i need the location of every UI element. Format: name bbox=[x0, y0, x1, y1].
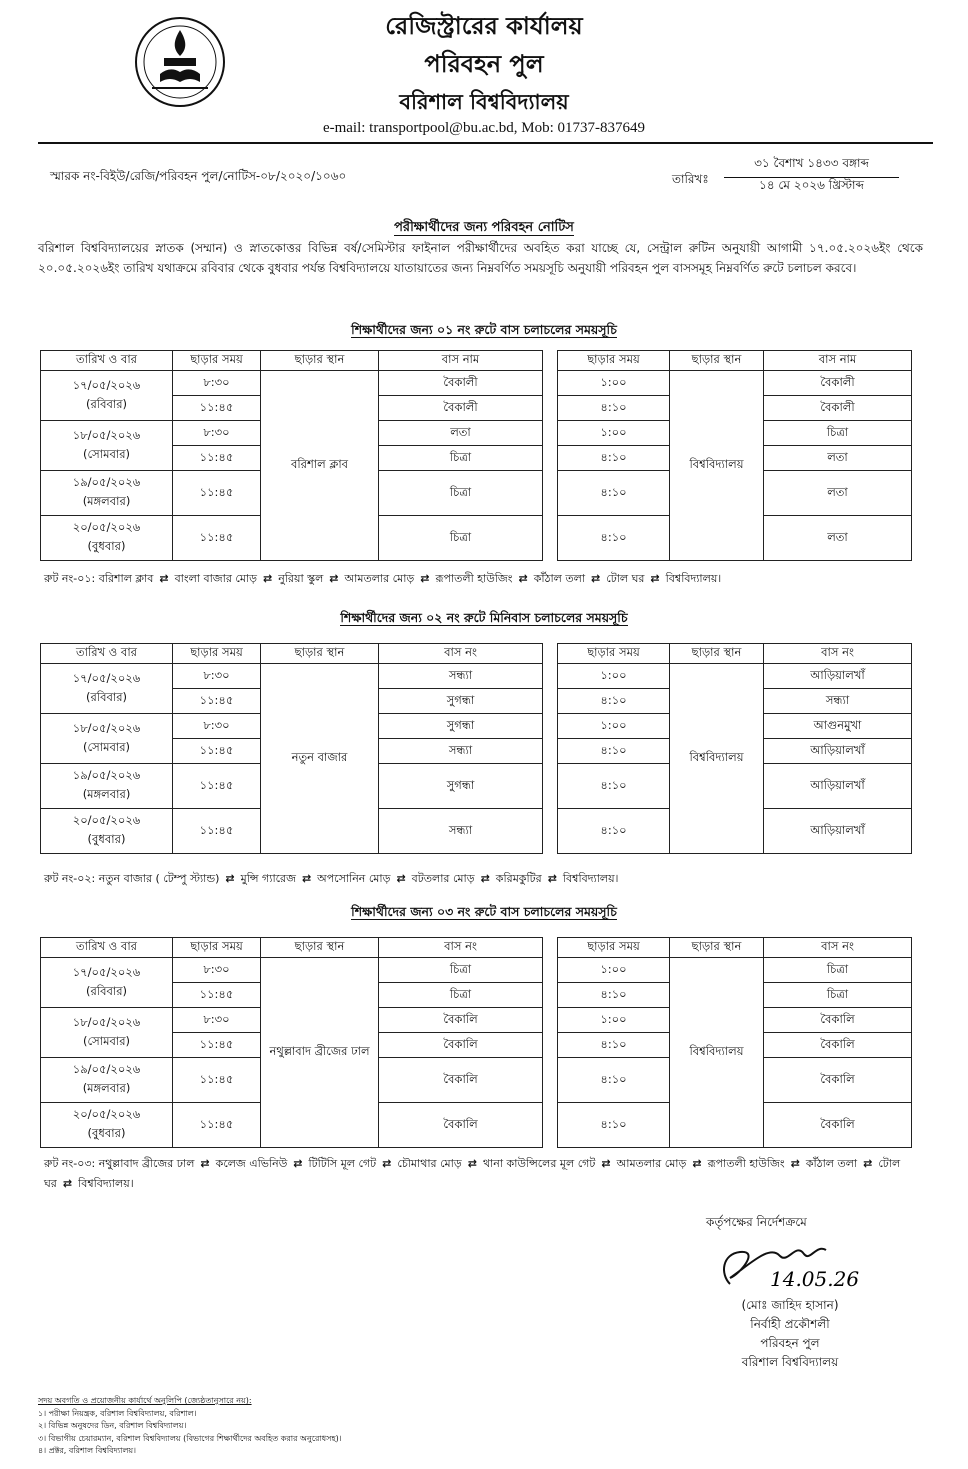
return-time: ১:০০ bbox=[558, 421, 670, 446]
return-place: বিশ্ববিদ্যালয় bbox=[670, 371, 764, 561]
column-header: ছাড়ার সময় bbox=[558, 938, 670, 958]
route-stop: রূপাতলী হাউজিং bbox=[435, 572, 513, 585]
memo-number: স্মারক নং-বিইউ/রেজি/পরিবহন পুল/নোটিস-০৮/২০২০/১০৬০ bbox=[50, 169, 347, 183]
signatory bbox=[690, 1296, 890, 1372]
schedule-row bbox=[41, 958, 912, 983]
return-time: ৪:১০ bbox=[558, 396, 670, 421]
column-header: ছাড়ার স্থান bbox=[670, 351, 764, 371]
date-value: ২০/০৫/২০২৬ bbox=[72, 1107, 141, 1121]
route-stop: কাঁঠাল তলা bbox=[533, 572, 586, 585]
return-bus-name: আড়িয়ালখাঁ bbox=[764, 664, 912, 689]
return-bus-name: আড়িয়ালখাঁ bbox=[764, 739, 912, 764]
return-place: বিশ্ববিদ্যালয় bbox=[670, 664, 764, 854]
two-way-arrow-icon: ⇄ bbox=[591, 572, 601, 585]
date-cell bbox=[41, 471, 173, 516]
column-gap bbox=[543, 446, 558, 471]
route-1 bbox=[44, 570, 721, 589]
departure-time: ৮:৩০ bbox=[173, 421, 261, 446]
date-value: ১৭/০৫/২০২৬ bbox=[72, 964, 141, 979]
schedule-row bbox=[41, 371, 912, 396]
column-header: ছাড়ার সময় bbox=[173, 644, 261, 664]
departure-time: ১১:৪৫ bbox=[173, 739, 261, 764]
departure-time: ১১:৪৫ bbox=[173, 1033, 261, 1058]
two-way-arrow-icon: ⇄ bbox=[601, 1157, 611, 1170]
column-header: বাস নং bbox=[764, 938, 912, 958]
column-header: ছাড়ার স্থান bbox=[670, 644, 764, 664]
two-way-arrow-icon: ⇄ bbox=[301, 872, 312, 885]
day-name: (সোমবার) bbox=[82, 446, 131, 461]
signatory-university: বরিশাল বিশ্ববিদ্যালয় bbox=[741, 1355, 839, 1369]
return-bus-name: লতা bbox=[764, 446, 912, 471]
route-stop: কলেজ এভিনিউ bbox=[215, 1157, 288, 1170]
date-cell bbox=[41, 764, 173, 809]
column-header: ছাড়ার সময় bbox=[558, 644, 670, 664]
date-value: ২০/০৫/২০২৬ bbox=[72, 520, 141, 534]
return-time: ৪:১০ bbox=[558, 1058, 670, 1103]
return-time: ৪:১০ bbox=[558, 471, 670, 516]
return-time: ৪:১০ bbox=[558, 689, 670, 714]
return-bus-name: চিত্রা bbox=[764, 958, 912, 983]
bus-name: বৈকালী bbox=[379, 371, 543, 396]
column-gap bbox=[543, 471, 558, 516]
schedule-row bbox=[41, 421, 912, 446]
office-title: রেজিস্ট্রারের কার্যালয় bbox=[385, 12, 583, 40]
departure-place: বরিশাল ক্লাব bbox=[261, 371, 379, 561]
return-time: ৪:১০ bbox=[558, 983, 670, 1008]
signatory-name: (মোঃ জাহিদ হাসান) bbox=[741, 1298, 839, 1312]
bus-name: চিত্রা bbox=[379, 958, 543, 983]
date-value: ১৭/০৫/২০২৬ bbox=[72, 377, 141, 392]
bus-name: চিত্রা bbox=[379, 471, 543, 516]
column-gap bbox=[543, 421, 558, 446]
route-stop: অপসোনিন মোড় bbox=[317, 872, 391, 885]
copy-item: ১। পরীক্ষা নিয়ন্ত্রক, বরিশাল বিশ্ববিদ্যালয়, বরিশাল। bbox=[38, 1408, 197, 1418]
return-bus-name: আগুনমুখা bbox=[764, 714, 912, 739]
departure-place: নতুন বাজার bbox=[261, 664, 379, 854]
two-way-arrow-icon: ⇄ bbox=[200, 1157, 210, 1170]
column-header: ছাড়ার সময় bbox=[173, 938, 261, 958]
section-1-title: শিক্ষার্থীদের জন্য ০১ নং রুটে বাস চলাচলের সময়সূচি bbox=[351, 322, 617, 337]
return-time: ৪:১০ bbox=[558, 764, 670, 809]
date-english: ১৪ মে ২০২৬ খ্রিস্টাব্দ bbox=[759, 178, 864, 192]
signature-block bbox=[700, 1234, 920, 1296]
two-way-arrow-icon: ⇄ bbox=[293, 1157, 303, 1170]
route-stop: টোল ঘর bbox=[44, 1157, 901, 1190]
route-label: রুট নং-০৩: bbox=[44, 1157, 99, 1170]
return-bus-name: বৈকালি bbox=[764, 1008, 912, 1033]
departure-time: ৮:৩০ bbox=[173, 664, 261, 689]
return-bus-name: বৈকালি bbox=[764, 1103, 912, 1148]
column-gap bbox=[543, 764, 558, 809]
return-time: ১:০০ bbox=[558, 371, 670, 396]
column-gap bbox=[543, 1033, 558, 1058]
date-label: তারিখঃ bbox=[672, 172, 709, 186]
copy-heading: সদয় অবগতি ও প্রয়োজনীয় কার্যার্থে অনুলিপি (জ্যেষ্ঠতানুসারে নয়): bbox=[38, 1396, 252, 1405]
day-name: (বুধবার) bbox=[87, 1126, 126, 1140]
return-bus-name: চিত্রা bbox=[764, 421, 912, 446]
date-cell bbox=[41, 958, 173, 1008]
column-gap bbox=[543, 1008, 558, 1033]
date-cell bbox=[41, 1103, 173, 1148]
route-stop: নতুন বাজার ( টেম্পু স্ট্যান্ড) bbox=[98, 872, 220, 885]
schedule-row bbox=[41, 471, 912, 516]
authority-line: কর্তৃপক্ষের নির্দেশক্রমে bbox=[706, 1215, 807, 1229]
column-header: তারিখ ও বার bbox=[41, 644, 173, 664]
column-gap bbox=[543, 1103, 558, 1148]
day-name: (বুধবার) bbox=[87, 832, 126, 846]
two-way-arrow-icon: ⇄ bbox=[547, 872, 557, 885]
return-bus-name: সন্ধ্যা bbox=[764, 689, 912, 714]
route-stop: বিশ্ববিদ্যালয়। bbox=[562, 872, 619, 885]
route-stop: বটতলার মোড় bbox=[411, 872, 475, 885]
contact-line: e-mail: transportpool@bu.ac.bd, Mob: 01737-837649 bbox=[322, 120, 646, 136]
bus-name: চিত্রা bbox=[379, 983, 543, 1008]
section-2-title: শিক্ষার্থীদের জন্য ০২ নং রুটে মিনিবাস চলাচলের সময়সূচি bbox=[340, 610, 628, 625]
column-header: ছাড়ার সময় bbox=[173, 351, 261, 371]
departure-time: ১১:৪৫ bbox=[173, 983, 261, 1008]
bus-name: সুগন্ধা bbox=[379, 714, 543, 739]
departure-time: ১১:৪৫ bbox=[173, 809, 261, 854]
schedule-table bbox=[40, 937, 912, 1148]
column-gap bbox=[543, 351, 558, 371]
two-way-arrow-icon: ⇄ bbox=[263, 572, 273, 585]
bus-name: বৈকালি bbox=[379, 1058, 543, 1103]
schedule-row bbox=[41, 1008, 912, 1033]
column-gap bbox=[543, 983, 558, 1008]
date-cell bbox=[41, 1008, 173, 1058]
departure-time: ১১:৪৫ bbox=[173, 516, 261, 561]
schedule-table bbox=[40, 643, 912, 854]
date-bangla: ৩১ বৈশাখ ১৪৩৩ বঙ্গাব্দ bbox=[724, 155, 899, 178]
route-stop: আমতলার মোড় bbox=[344, 572, 415, 585]
date-value: ১৯/০৫/২০২৬ bbox=[72, 768, 141, 782]
bus-name: সন্ধ্যা bbox=[379, 664, 543, 689]
date-cell bbox=[41, 1058, 173, 1103]
column-gap bbox=[543, 958, 558, 983]
route-stop: করিমকুটির bbox=[495, 872, 542, 885]
university-title: বরিশাল বিশ্ববিদ্যালয় bbox=[399, 90, 569, 114]
two-way-arrow-icon: ⇄ bbox=[467, 1157, 477, 1170]
return-bus-name: বৈকালী bbox=[764, 371, 912, 396]
column-header: তারিখ ও বার bbox=[41, 351, 173, 371]
bus-name: চিত্রা bbox=[379, 446, 543, 471]
day-name: (সোমবার) bbox=[82, 1033, 131, 1048]
day-name: (বুধবার) bbox=[87, 539, 126, 553]
day-name: (মঙ্গলবার) bbox=[82, 494, 131, 508]
column-gap bbox=[543, 809, 558, 854]
date-cell bbox=[41, 516, 173, 561]
bus-name: বৈকালি bbox=[379, 1008, 543, 1033]
return-time: ১:০০ bbox=[558, 664, 670, 689]
departure-time: ৮:৩০ bbox=[173, 1008, 261, 1033]
route-stop: বিশ্ববিদ্যালয়। bbox=[78, 1177, 134, 1190]
route-label: রুট নং-০১: bbox=[44, 572, 99, 585]
return-bus-name: লতা bbox=[764, 516, 912, 561]
return-time: ৪:১০ bbox=[558, 516, 670, 561]
return-time: ৪:১০ bbox=[558, 739, 670, 764]
return-time: ১:০০ bbox=[558, 958, 670, 983]
column-header: ছাড়ার স্থান bbox=[261, 351, 379, 371]
departure-time: ৮:৩০ bbox=[173, 958, 261, 983]
route-stop: কাঁঠাল তলা bbox=[805, 1157, 858, 1170]
column-gap bbox=[543, 516, 558, 561]
departure-time: ১১:৪৫ bbox=[173, 1058, 261, 1103]
return-time: ১:০০ bbox=[558, 714, 670, 739]
day-name: (রবিবার) bbox=[85, 689, 128, 704]
return-bus-name: বৈকালি bbox=[764, 1058, 912, 1103]
copy-item: ৪। প্রক্টর, বরিশাল বিশ্ববিদ্যালয়। bbox=[38, 1446, 137, 1455]
date-cell bbox=[41, 664, 173, 714]
route-2 bbox=[44, 870, 619, 889]
day-name: (রবিবার) bbox=[85, 396, 128, 411]
schedule-row bbox=[41, 516, 912, 561]
date-value: ১৮/০৫/২০২৬ bbox=[72, 427, 141, 442]
two-way-arrow-icon: ⇄ bbox=[329, 572, 339, 585]
bus-name: বৈকালী bbox=[379, 396, 543, 421]
date-cell bbox=[41, 809, 173, 854]
column-gap bbox=[543, 739, 558, 764]
return-bus-name: লতা bbox=[764, 471, 912, 516]
column-header: ছাড়ার স্থান bbox=[261, 644, 379, 664]
two-way-arrow-icon: ⇄ bbox=[396, 872, 406, 885]
column-header: বাস নং bbox=[379, 644, 543, 664]
date-cell bbox=[41, 371, 173, 421]
departure-time: ১১:৪৫ bbox=[173, 1103, 261, 1148]
route-3 bbox=[44, 1154, 924, 1194]
departure-time: ১১:৪৫ bbox=[173, 764, 261, 809]
two-way-arrow-icon: ⇄ bbox=[863, 1157, 873, 1170]
date-cell bbox=[41, 421, 173, 471]
column-gap bbox=[543, 644, 558, 664]
date-cell bbox=[41, 714, 173, 764]
return-time: ৪:১০ bbox=[558, 809, 670, 854]
departure-time: ১১:৪৫ bbox=[173, 446, 261, 471]
bus-name: চিত্রা bbox=[379, 516, 543, 561]
bus-name: সন্ধ্যা bbox=[379, 739, 543, 764]
column-header: বাস নং bbox=[379, 938, 543, 958]
date-value: ২০/০৫/২০২৬ bbox=[72, 813, 141, 827]
signatory-office: পরিবহন পুল bbox=[760, 1336, 820, 1350]
bus-name: বৈকালি bbox=[379, 1103, 543, 1148]
two-way-arrow-icon: ⇄ bbox=[420, 572, 430, 585]
departure-time: ১১:৪৫ bbox=[173, 396, 261, 421]
departure-time: ৮:৩০ bbox=[173, 714, 261, 739]
schedule-row bbox=[41, 809, 912, 854]
column-header: বাস নাম bbox=[764, 351, 912, 371]
route-stop: চৌমাথার মোড় bbox=[397, 1157, 462, 1170]
route-stop: আমতলার মোড় bbox=[616, 1157, 687, 1170]
route-stop: নথুল্লাবাদ ব্রীজের ঢাল bbox=[98, 1157, 195, 1170]
day-name: (সোমবার) bbox=[82, 739, 131, 754]
date-value: ১৭/০৫/২০২৬ bbox=[72, 670, 141, 685]
handwritten-signature bbox=[700, 1234, 920, 1296]
column-header: ছাড়ার সময় bbox=[558, 351, 670, 371]
date-value: ১৮/০৫/২০২৬ bbox=[72, 720, 141, 735]
return-time: ৪:১০ bbox=[558, 1033, 670, 1058]
schedule-row bbox=[41, 1058, 912, 1103]
notice-body: বরিশাল বিশ্ববিদ্যালয়ের স্নাতক (সম্মান) ও স্নাতকোত্তর বিভিন্ন বর্ষ/সেমিস্টার ফাইনাল পরীক্ষার্থীদের অবহিত করা যাচ্ছে যে, সেন্ট্রাল রুটিন অনুযায়ী আগামী ১৭.০৫.২০২৬ইং থেকে ২০.০৫.২০২৬ইং তারিখ যথাক্রমে রবিবার থেকে বুধবার পর্যন্ত বিশ্ববিদ্যালয়ে যাতায়াতের জন্য নিম্নবর্ণিত সময়সূচি অনুযায়ী পরিবহন পুল বাসসমূহ নিম্নবর্ণিত রুটে চলাচল করবে। bbox=[38, 241, 923, 275]
bus-name: বৈকালি bbox=[379, 1033, 543, 1058]
signature-date: 14.05.26 bbox=[770, 1267, 860, 1291]
route-stop: বিশ্ববিদ্যালয়। bbox=[665, 572, 722, 585]
route-label: রুট নং-০২: bbox=[44, 872, 99, 885]
date-value: ১৯/০৫/২০২৬ bbox=[72, 1062, 141, 1076]
route-stop: মুন্সি গ্যারেজ bbox=[240, 872, 296, 885]
schedule-row bbox=[41, 664, 912, 689]
bus-name: লতা bbox=[379, 421, 543, 446]
route-stop: রূপাতলী হাউজিং bbox=[707, 1157, 785, 1170]
pool-title: পরিবহন পুল bbox=[424, 50, 544, 78]
column-header: তারিখ ও বার bbox=[41, 938, 173, 958]
bus-name: সন্ধ্যা bbox=[379, 809, 543, 854]
column-gap bbox=[543, 371, 558, 396]
route-stop: টিটিসি মূল গেট bbox=[308, 1157, 377, 1170]
column-gap bbox=[543, 1058, 558, 1103]
copy-list bbox=[38, 1395, 342, 1458]
day-name: (মঙ্গলবার) bbox=[82, 1081, 131, 1095]
route-stop: বরিশাল ক্লাব bbox=[98, 572, 154, 585]
column-header: বাস নাম bbox=[379, 351, 543, 371]
route-stop: নুরিয়া স্কুল bbox=[278, 572, 324, 585]
column-gap bbox=[543, 664, 558, 689]
two-way-arrow-icon: ⇄ bbox=[692, 1157, 702, 1170]
column-header: বাস নং bbox=[764, 644, 912, 664]
departure-time: ১১:৪৫ bbox=[173, 689, 261, 714]
schedule-row bbox=[41, 1103, 912, 1148]
route-stop: থানা কাউন্সিলের মূল গেট bbox=[482, 1157, 596, 1170]
return-time: ৪:১০ bbox=[558, 446, 670, 471]
day-name: (রবিবার) bbox=[85, 983, 128, 998]
return-bus-name: আড়িয়ালখাঁ bbox=[764, 764, 912, 809]
route-stop: বাংলা বাজার মোড় bbox=[174, 572, 257, 585]
return-bus-name: চিত্রা bbox=[764, 983, 912, 1008]
two-way-arrow-icon: ⇄ bbox=[518, 572, 528, 585]
schedule-row bbox=[41, 764, 912, 809]
two-way-arrow-icon: ⇄ bbox=[650, 572, 660, 585]
copy-item: ২। বিভিন্ন অনুষদের ডিন, বরিশাল বিশ্ববিদ্যালয়। bbox=[38, 1421, 187, 1430]
copy-item: ৩। বিভাগীয় চেয়ারম্যান, বরিশাল বিশ্ববিদ্যালয় (বিভাগের শিক্ষার্থীদের অবহিত করার অনুরোধসহ)। bbox=[38, 1433, 342, 1443]
two-way-arrow-icon: ⇄ bbox=[382, 1157, 392, 1170]
return-bus-name: বৈকালি bbox=[764, 1033, 912, 1058]
notice-title: পরীক্ষার্থীদের জন্য পরিবহন নোটিস bbox=[394, 220, 574, 235]
two-way-arrow-icon: ⇄ bbox=[480, 872, 490, 885]
schedule-row bbox=[41, 714, 912, 739]
date-value: ১৯/০৫/২০২৬ bbox=[72, 475, 141, 489]
column-gap bbox=[543, 396, 558, 421]
column-header: ছাড়ার স্থান bbox=[670, 938, 764, 958]
two-way-arrow-icon: ⇄ bbox=[790, 1157, 800, 1170]
column-header: ছাড়ার স্থান bbox=[261, 938, 379, 958]
bus-name: সুগন্ধা bbox=[379, 764, 543, 809]
return-time: ৪:১০ bbox=[558, 1103, 670, 1148]
schedule-table bbox=[40, 350, 912, 561]
two-way-arrow-icon: ⇄ bbox=[159, 572, 169, 585]
column-gap bbox=[543, 938, 558, 958]
bus-name: সুগন্ধা bbox=[379, 689, 543, 714]
return-place: বিশ্ববিদ্যালয় bbox=[670, 958, 764, 1148]
section-3-title: শিক্ষার্থীদের জন্য ০৩ নং রুটে বাস চলাচলের সময়সূচি bbox=[351, 904, 617, 919]
return-bus-name: আড়িয়ালখাঁ bbox=[764, 809, 912, 854]
route-stop: টোল ঘর bbox=[606, 572, 645, 585]
column-gap bbox=[543, 689, 558, 714]
return-time: ১:০০ bbox=[558, 1008, 670, 1033]
return-bus-name: বৈকালী bbox=[764, 396, 912, 421]
signatory-designation: নির্বাহী প্রকৌশলী bbox=[750, 1317, 830, 1331]
column-gap bbox=[543, 714, 558, 739]
two-way-arrow-icon: ⇄ bbox=[62, 1177, 73, 1190]
day-name: (মঙ্গলবার) bbox=[82, 787, 131, 801]
date-value: ১৮/০৫/২০২৬ bbox=[72, 1014, 141, 1029]
departure-place: নথুল্লাবাদ ব্রীজের ঢাল bbox=[261, 958, 379, 1148]
departure-time: ১১:৪৫ bbox=[173, 471, 261, 516]
departure-time: ৮:৩০ bbox=[173, 371, 261, 396]
header-divider bbox=[38, 142, 933, 144]
two-way-arrow-icon: ⇄ bbox=[225, 872, 235, 885]
